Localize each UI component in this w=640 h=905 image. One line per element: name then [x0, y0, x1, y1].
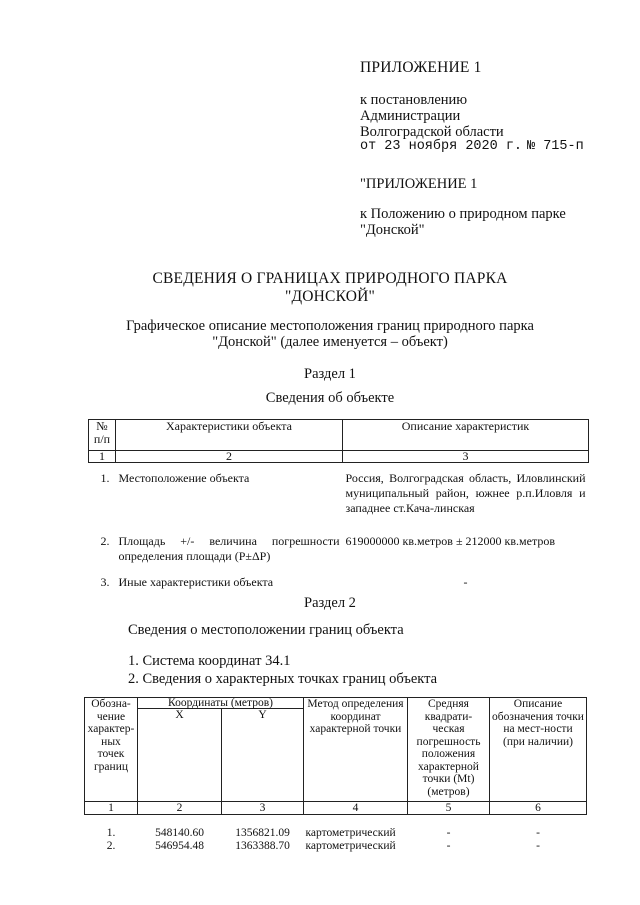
appendix-title: ПРИЛОЖЕНИЕ 1	[360, 59, 482, 76]
row-description: 619000000 кв.метров ± 212000 кв.метров	[345, 534, 556, 548]
col-header-designation: Обозна-чение характер-ных точек границ	[85, 698, 138, 802]
object-info-table	[88, 419, 588, 590]
point-x: 546954.48	[155, 840, 204, 852]
col-header-number: № п/п	[89, 420, 116, 451]
section1-heading: Раздел 1	[304, 366, 356, 382]
col-header-coordinates: Координаты (метров)	[138, 698, 304, 709]
col-number: 3	[222, 802, 304, 815]
appendix-note	[360, 176, 630, 238]
document-title	[60, 270, 600, 306]
row-description: -	[463, 575, 468, 589]
section1-subheading: Сведения об объекте	[265, 390, 395, 406]
col-number: 5	[408, 802, 490, 815]
point-method: картометрический	[305, 827, 396, 839]
col-header-y: Y	[222, 709, 304, 802]
document-title-line1: СВЕДЕНИЯ О ГРАНИЦАХ ПРИРОДНОГО ПАРКА	[152, 270, 508, 287]
row-number: 3.	[100, 575, 110, 589]
row-characteristic: Иные характеристики объекта	[118, 575, 274, 589]
row-description: Россия, Волгоградская область, Иловлинский муниципальный район, южнее р.п.Иловля и западнее ст.Кача-линская	[345, 471, 586, 515]
col-number: 1	[89, 451, 116, 463]
resolution-line: к постановлению	[360, 92, 468, 108]
appendix-note-line1: к Положению о природном парке	[360, 206, 566, 222]
table-row	[89, 463, 589, 517]
table-row	[85, 815, 587, 841]
table-row	[85, 840, 587, 853]
col-number: 3	[343, 451, 589, 463]
appendix-note-title: "ПРИЛОЖЕНИЕ 1	[360, 176, 478, 192]
document-title-line2: "ДОНСКОЙ"	[284, 288, 376, 305]
section2-subheading: Сведения о местоположении границ объекта	[128, 622, 404, 638]
point-y: 1363388.70	[235, 840, 290, 852]
col-header-x: X	[138, 709, 222, 802]
appendix-note-line2: "Донской"	[360, 222, 425, 238]
resolution-date: от 23 ноября 2020 г.	[360, 139, 523, 154]
point-error: -	[446, 840, 451, 852]
row-characteristic: Местоположение объекта	[118, 471, 250, 485]
point-error: -	[446, 827, 451, 839]
row-number: 2.	[100, 534, 110, 548]
point-description: -	[536, 840, 540, 852]
section2-items	[128, 652, 598, 688]
col-header-error: Средняя квадрати-ческая погрешность положения характерной точки (Mt) (метров)	[408, 698, 490, 802]
col-header-point-description: Описание обозначения точки на мест-ности (при наличии)	[490, 698, 587, 802]
section2-heading: Раздел 2	[304, 595, 356, 611]
col-number: 2	[138, 802, 222, 815]
appendix-header	[360, 60, 630, 140]
col-number: 1	[85, 802, 138, 815]
point-description: -	[536, 827, 540, 839]
col-header-description: Описание характеристик	[343, 420, 589, 451]
col-header-characteristic: Характеристики объекта	[116, 420, 343, 451]
table-row	[89, 564, 589, 590]
region-line: Волгоградской области	[360, 124, 504, 140]
point-x: 548140.60	[155, 827, 204, 839]
list-item: 2. Сведения о характерных точках границ объекта	[128, 671, 438, 687]
col-number: 4	[304, 802, 408, 815]
point-method: картометрический	[305, 840, 396, 852]
point-y: 1356821.09	[235, 827, 290, 839]
col-number: 6	[490, 802, 587, 815]
row-characteristic: Площадь +/- величина погрешности определения площади (P±ΔP)	[118, 534, 340, 563]
document-subtitle	[60, 318, 600, 350]
point-id: 1.	[106, 827, 116, 839]
table-row	[89, 516, 589, 564]
document-subtitle-line1: Графическое описание местоположения границ природного парка	[126, 318, 534, 334]
col-number: 2	[116, 451, 343, 463]
resolution-number: № 715-п	[527, 139, 584, 154]
point-id: 2.	[106, 840, 116, 852]
boundary-points-table	[84, 697, 586, 853]
col-header-method: Метод определения координат характерной точки	[304, 698, 408, 802]
administration-line: Администрации	[360, 108, 461, 124]
document-subtitle-line2: "Донской" (далее именуется – объект)	[212, 334, 448, 350]
date-line	[360, 139, 630, 154]
row-number: 1.	[100, 471, 110, 485]
list-item: 1. Система координат 34.1	[128, 653, 291, 669]
